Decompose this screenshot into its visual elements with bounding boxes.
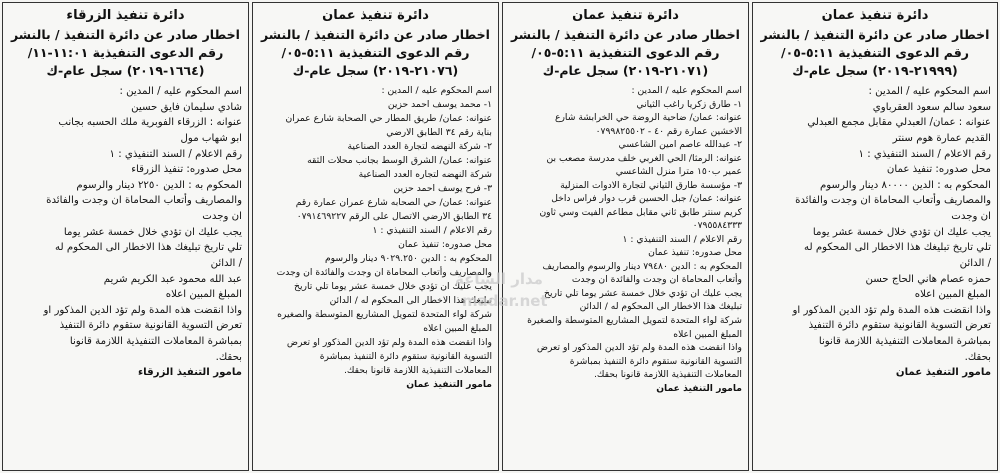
notice-header: [509, 7, 742, 80]
notice-line: عنوانه : عمان/ العبدلي مقابل مجمع العبدلي: [807, 117, 991, 129]
notice-line: كريم سنتر طابق ثاني مقابل مطاعم الفيت وسي ثاون: [539, 206, 742, 218]
notice-body: [259, 84, 492, 392]
notice-line: عنوانه : الزرقاء الفوبرية ملك الحسبه بجانب: [58, 117, 242, 129]
notice-line: واذا انقضت هذه المدة ولم تؤد الدين المذكور او: [792, 304, 991, 316]
notice-line: ان وجدت: [951, 211, 991, 223]
case-record: (٢١٩٩٩-٢٠١٩) سجل عام-ك: [792, 63, 958, 79]
court-name: دائرة تنفيذ عمان: [572, 8, 679, 23]
notice-body: [509, 84, 742, 395]
notice-column-2: [502, 2, 749, 471]
notice-line: المعاملات التنفيذية اللازمة قانونا بحقك.: [343, 364, 492, 376]
case-number: رقم الدعوى التنفيذية ٥:١١-٠٥/: [281, 44, 470, 60]
notice-line: محل صدوره: تنفيذ عمان: [398, 239, 492, 251]
notice-line: بمباشرة المعاملات التنفيذية اللازمة قانونا: [818, 335, 991, 347]
notice-line: التسوية القانونية ستقوم دائرة التنفيذ بمباشرة: [319, 350, 492, 362]
notice-line: التسوية القانونية ستقوم دائرة التنفيذ بمباشرة: [569, 355, 742, 367]
notice-line: واذا انقضت هذه المدة ولم تؤد الدين المذكور او: [43, 304, 242, 316]
notice-line: شادي سليمان فايق حسين: [131, 101, 242, 113]
notice-line: القديم عمارة هوم سنتر: [892, 133, 991, 145]
notice-line: ٣- فرح يوسف احمد حزين: [393, 183, 492, 195]
notice-line: عمير ب١٥٠ مترا منزل الشاعسي: [615, 166, 742, 178]
notice-line: بناية رقم ٣٤ الطابق الارضي: [386, 127, 492, 139]
notice-line: محل صدوره: تنفيذ عمان: [648, 247, 742, 259]
notice-line: شركة النهضه لتجاره العدد الصناعية: [358, 169, 492, 181]
notice-line: والمصاريف وأتعاب المحاماة ان وجدت والفائدة: [795, 195, 991, 207]
notice-line: ٣٤ الطابق الارضي الاتصال على الرقم ٠٧٩١٤٦٩٢٢٧: [296, 211, 492, 223]
notice-line: ٢- شركة النهضه لتجارة العدد الصناعية: [347, 141, 492, 153]
notice-header: [9, 7, 242, 80]
notice-line: واذا انقضت هذه المدة ولم تؤد الدين المذكور او تعرض: [286, 336, 492, 348]
notice-type: اخطار صادر عن دائرة التنفيذ / بالنشر: [760, 26, 990, 42]
notice-line: حمزه عصام هاني الحاج حسن: [865, 273, 991, 285]
notice-line: تلي تاريخ تبليغك هذا الاخطار الى المحكوم له: [55, 242, 242, 254]
notice-line: عنوانه: عمان/ الشرق الوسط بجانب محلات الثقه: [307, 155, 492, 167]
notice-line: المعاملات التنفيذية اللازمة قانونا بحقك.: [593, 369, 742, 381]
notice-line: اسم المحكوم عليه / المدين :: [381, 85, 492, 97]
case-record: (٢١٠٧١-٢٠١٩) سجل عام-ك: [542, 63, 709, 79]
notice-column-3: [252, 2, 499, 471]
notice-line: رقم الاعلام / السند التنفيذي : ١: [372, 225, 492, 237]
notice-line: عنوانه: عمان/ حي الصحابه شارع عمران عمارة رقم: [295, 197, 492, 209]
notice-line: رقم الاعلام / السند التنفيذي : ١: [622, 233, 742, 245]
notice-column-4: [2, 2, 249, 471]
case-number: رقم الدعوى التنفيذية ٥:١١-٠٥/: [531, 44, 720, 60]
notice-header: [759, 7, 991, 80]
notice-line: عبد الله محمود عبد الكريم شريم: [103, 273, 242, 285]
notice-line: / الدائن: [210, 257, 242, 269]
notice-line: ١- محمد يوسف احمد حزين: [387, 99, 492, 111]
notice-line: اسم المحكوم عليه / المدين :: [868, 86, 991, 98]
notice-line: ان وجدت: [202, 211, 242, 223]
notice-line: شركة لواء المتحدة لتمويل المشاريع المتوسطة والصغيرة: [527, 314, 742, 326]
notice-line: المحكوم به : الدين ٨٠٠٠٠ دينار والرسوم: [819, 179, 991, 191]
notice-line: عنوانه: الرمثا/ الحي الغربي خلف مدرسة مصعب بن: [546, 152, 742, 164]
notice-line: ٣- مؤسسة طارق الثياني لتجارة الادوات المنزلية: [560, 179, 742, 191]
notice-line: اسم المحكوم عليه / المدين :: [631, 85, 742, 97]
notice-line: والمصاريف وأتعاب المحاماة ان وجدت والفائدة: [46, 195, 242, 207]
watermark-latin: madar.net: [462, 292, 548, 310]
notice-line: بمباشرة المعاملات التنفيذية اللازمة قانونا: [69, 335, 242, 347]
case-record: (٢١٠٧٦-٢٠١٩) سجل عام-ك: [292, 63, 459, 79]
notice-line: يجب عليك ان تؤدي خلال خمسة عشر يوما تلي تاريخ: [544, 287, 742, 299]
notice-line: يجب عليك ان تؤدي خلال خمسة عشر يوما: [63, 226, 242, 238]
notice-line: عنوانه: عمان/ ضاحية الروضة حي الخرابشة شارع: [555, 112, 742, 124]
notice-line: المحكوم به : الدين ٢٢٥٠ دينار والرسوم: [76, 179, 242, 191]
notice-line: المحكوم به : الدين ٧٩٤٨٠ دينار والرسوم والمصاريف: [542, 260, 742, 272]
court-name: دائرة تنفيذ عمان: [322, 8, 429, 23]
notice-type: اخطار صادر عن دائرة التنفيذ / بالنشر: [511, 26, 740, 42]
notice-line: تبليغك هذا الاخطار الى المحكوم له / الدائن: [329, 294, 492, 306]
notice-line: رقم الاعلام / السند التنفيذي : ١: [109, 148, 242, 160]
notice-line: / الدائن: [959, 257, 991, 269]
notice-type: اخطار صادر عن دائرة التنفيذ / بالنشر: [11, 26, 240, 42]
notice-line: المبلغ المبين اعلاه: [673, 328, 742, 340]
notice-line: يجب عليك ان تؤدي خلال خمسة عشر يوما تلي تاريخ: [294, 281, 492, 292]
notice-line: سعود سالم سعود العقرباوي: [872, 101, 991, 113]
notice-body: [759, 84, 991, 381]
notice-line: تلي تاريخ تبليغك هذا الاخطار الى المحكوم له: [804, 242, 991, 254]
notice-line: اسم المحكوم عليه / المدين :: [119, 86, 242, 98]
case-record: (١٦٦٤-٢٠١٩) سجل عام-ك: [46, 63, 205, 79]
notice-line: محل صدوره: تنفيذ الزرقاء: [131, 164, 242, 176]
notice-line: تعرض التسوية القانونية ستقوم دائرة التنفيذ: [59, 320, 242, 332]
notice-line: ابو شهاب مول: [180, 133, 242, 145]
notice-line: تعرض التسوية القانونية ستقوم دائرة التنفيذ: [808, 320, 991, 332]
notice-line: محل صدوره: تنفيذ عمان: [886, 164, 991, 176]
notice-line: واذا انقضت هذه المدة ولم تؤد الدين المذكور او تعرض: [536, 342, 742, 354]
notice-line: بحقك.: [215, 351, 242, 363]
notice-line: ٠٧٩٥٥٨٤٣٣٣: [692, 220, 742, 232]
watermark-arabic: مدار الساعة: [455, 270, 543, 288]
notice-line: عنوانه: عمان/ طريق المطار حي الصحابة شارع عمران: [285, 113, 492, 125]
case-number: رقم الدعوى التنفيذية ٥:١١-٠٥/: [781, 44, 969, 60]
case-number: رقم الدعوى التنفيذية ١١:٠١-١١/: [27, 44, 224, 60]
notice-line: تبليغك هذا الاخطار الى المحكوم له / الدائن: [579, 301, 742, 313]
notice-column-1: [752, 2, 998, 471]
notice-header: [259, 7, 492, 80]
notice-body: [9, 84, 242, 381]
notice-line: والمصاريف وأتعاب المحاماة ان وجدت والفائدة ان وجدت: [276, 267, 492, 279]
notice-line: يجب عليك ان تؤدي خلال خمسة عشر يوما: [812, 226, 991, 238]
notice-signature: مامور التنفيذ عمان: [406, 378, 492, 390]
notice-line: ١- طارق زكريا راغب الثياني: [636, 98, 742, 110]
notice-signature: مامور التنفيذ عمان: [895, 367, 991, 379]
court-name: دائرة تنفيذ الزرقاء: [66, 8, 185, 23]
notice-signature: مامور التنفيذ عمان: [656, 382, 742, 394]
notice-signature: مامور التنفيذ الزرقاء: [137, 367, 242, 379]
notice-line: وأتعاب المحاماة ان وجدت والفائدة ان وجدت: [571, 274, 742, 286]
notice-line: بحقك.: [964, 351, 991, 363]
notice-line: المبلغ المبين اعلاه: [914, 289, 991, 301]
court-name: دائرة تنفيذ عمان: [821, 8, 929, 23]
notice-line: المبلغ المبين اعلاه: [423, 322, 492, 334]
notice-line: المبلغ المبين اعلاه: [165, 289, 242, 301]
notice-type: اخطار صادر عن دائرة التنفيذ / بالنشر: [261, 26, 490, 42]
notice-line: رقم الاعلام / السند التنفيذي : ١: [858, 148, 991, 160]
notice-line: عنوانه: عمان/ جبل الحسين قرب دوار فراس داخل: [551, 193, 742, 205]
notice-line: ٢- عبدالله عاصم امين الشاعسي: [618, 139, 742, 151]
notice-line: المحكوم به : الدين ٩٠٢٩.٢٥٠ دينار والرسوم: [324, 253, 492, 265]
notice-line: الاخشين عمارة رقم ٤٠ - ٠٧٩٩٨٢٥٥٠٢: [595, 125, 742, 137]
notice-line: شركة لواء المتحدة لتمويل المشاريع المتوسطة والصغيره: [277, 308, 492, 320]
